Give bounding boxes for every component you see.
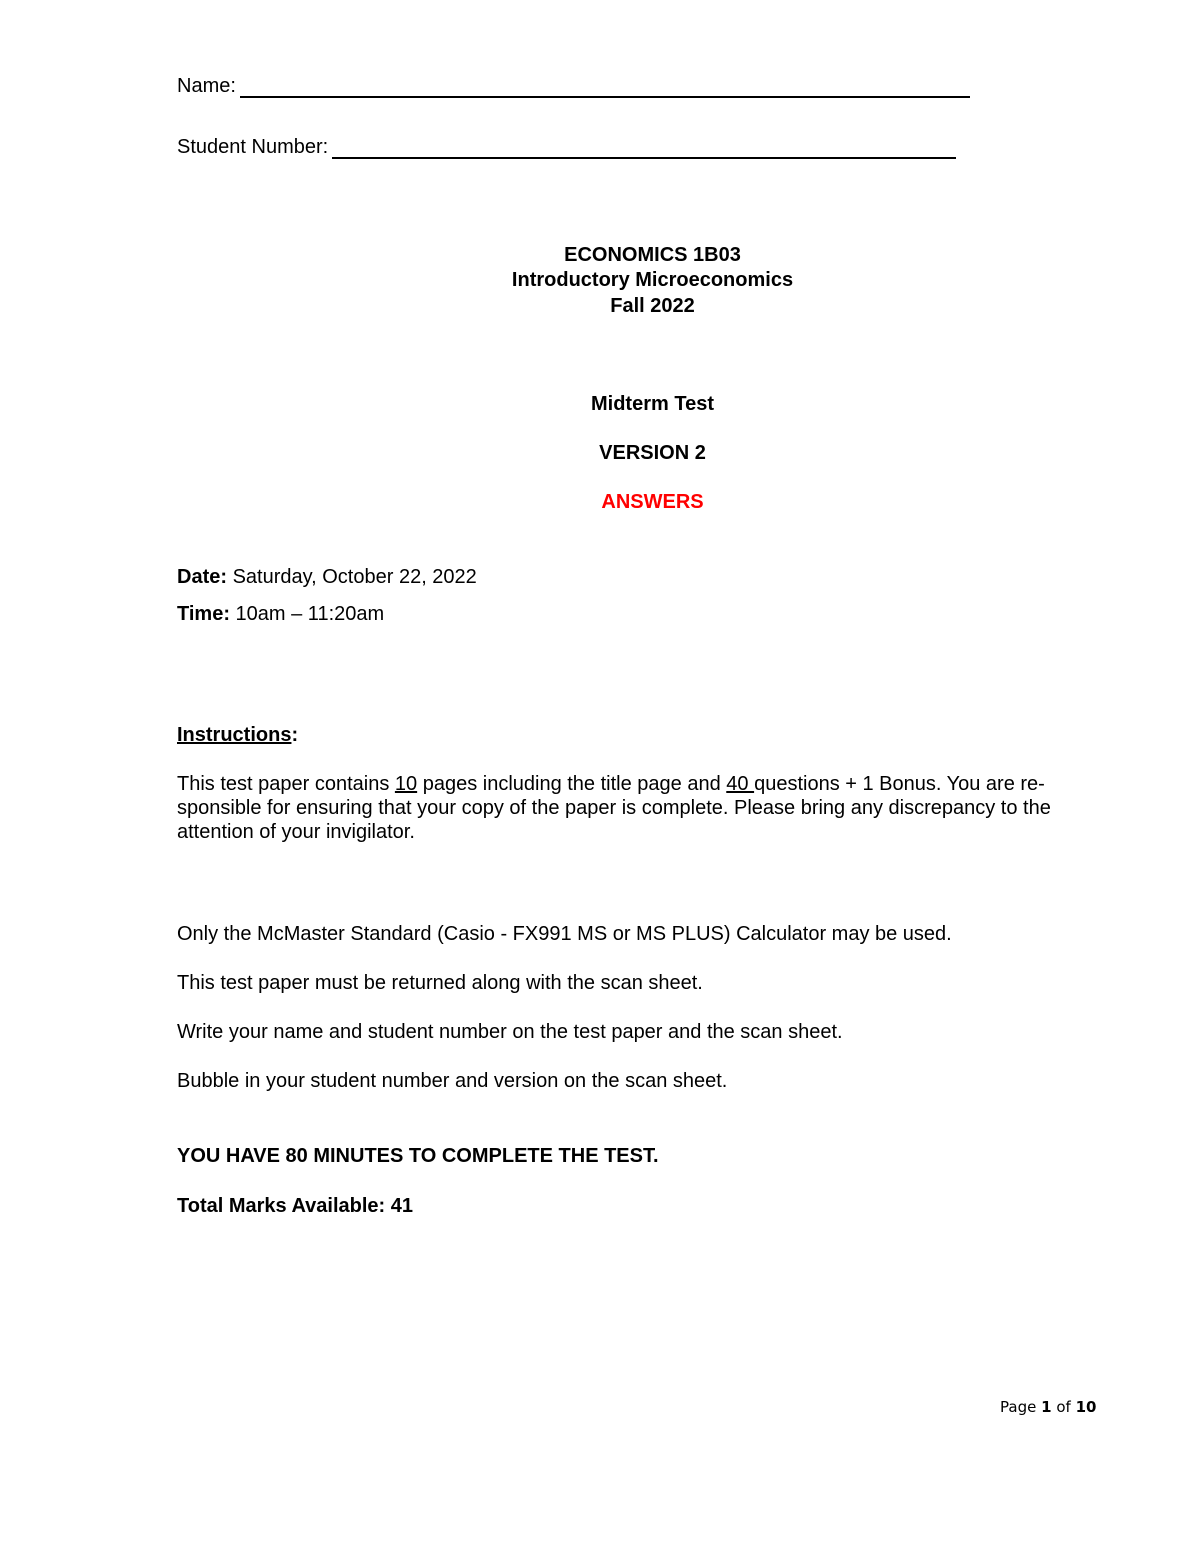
name-field-row bbox=[177, 75, 970, 98]
total-marks: Total Marks Available: 41 bbox=[177, 1195, 414, 1217]
pages-count: 10 bbox=[394, 773, 418, 795]
course-term: Fall 2022 bbox=[610, 295, 695, 317]
course-code: ECONOMICS 1B03 bbox=[564, 244, 741, 266]
instructions-heading bbox=[177, 724, 298, 747]
time-notice: YOU HAVE 80 MINUTES TO COMPLETE THE TEST. bbox=[177, 1145, 659, 1167]
questions-count: 40 bbox=[726, 773, 755, 795]
answers-heading: ANSWERS bbox=[601, 491, 704, 513]
student-number-label: Student Number: bbox=[177, 136, 329, 158]
name-input-line[interactable] bbox=[240, 76, 970, 98]
page-footer bbox=[1000, 1398, 1096, 1416]
course-title: Introductory Microeconomics bbox=[511, 269, 794, 291]
return-instruction: This test paper must be returned along with the scan sheet. bbox=[177, 972, 703, 994]
para-text-b: pages including the title page and bbox=[417, 773, 727, 795]
instructions-paragraph bbox=[177, 772, 1117, 844]
student-number-field-row bbox=[177, 136, 956, 159]
test-title: Midterm Test bbox=[591, 393, 714, 415]
date-line bbox=[177, 566, 477, 589]
para-text-a: This test paper contains bbox=[177, 773, 395, 795]
time-value: 10am – 11:20am bbox=[229, 603, 385, 625]
write-name-instruction: Write your name and student number on the test paper and the scan sheet. bbox=[177, 1021, 843, 1043]
footer-page-word: Page bbox=[1000, 1398, 1037, 1416]
calculator-instruction: Only the McMaster Standard (Casio - FX991 MS or MS PLUS) Calculator may be used. bbox=[177, 923, 952, 945]
student-number-input-line[interactable] bbox=[332, 137, 956, 159]
name-label: Name: bbox=[177, 75, 236, 97]
instructions-heading-text: Instructions bbox=[177, 724, 292, 746]
footer-of-word: of bbox=[1056, 1398, 1071, 1416]
time-label: Time: bbox=[177, 603, 230, 625]
bubble-instruction: Bubble in your student number and version on the scan sheet. bbox=[177, 1070, 728, 1092]
para-text-c: questions + 1 Bonus. You are re-sponsible for ensuring that your copy of the paper is complete. Please bring any discrepancy to the attention of your invigilator. bbox=[177, 773, 1051, 843]
instructions-heading-colon: : bbox=[291, 724, 299, 746]
date-value: Saturday, October 22, 2022 bbox=[227, 566, 477, 588]
footer-page-total: 10 bbox=[1075, 1398, 1097, 1416]
time-line bbox=[177, 603, 384, 626]
date-label: Date: bbox=[177, 566, 228, 588]
test-version: VERSION 2 bbox=[599, 442, 706, 464]
footer-page-num: 1 bbox=[1041, 1398, 1052, 1416]
